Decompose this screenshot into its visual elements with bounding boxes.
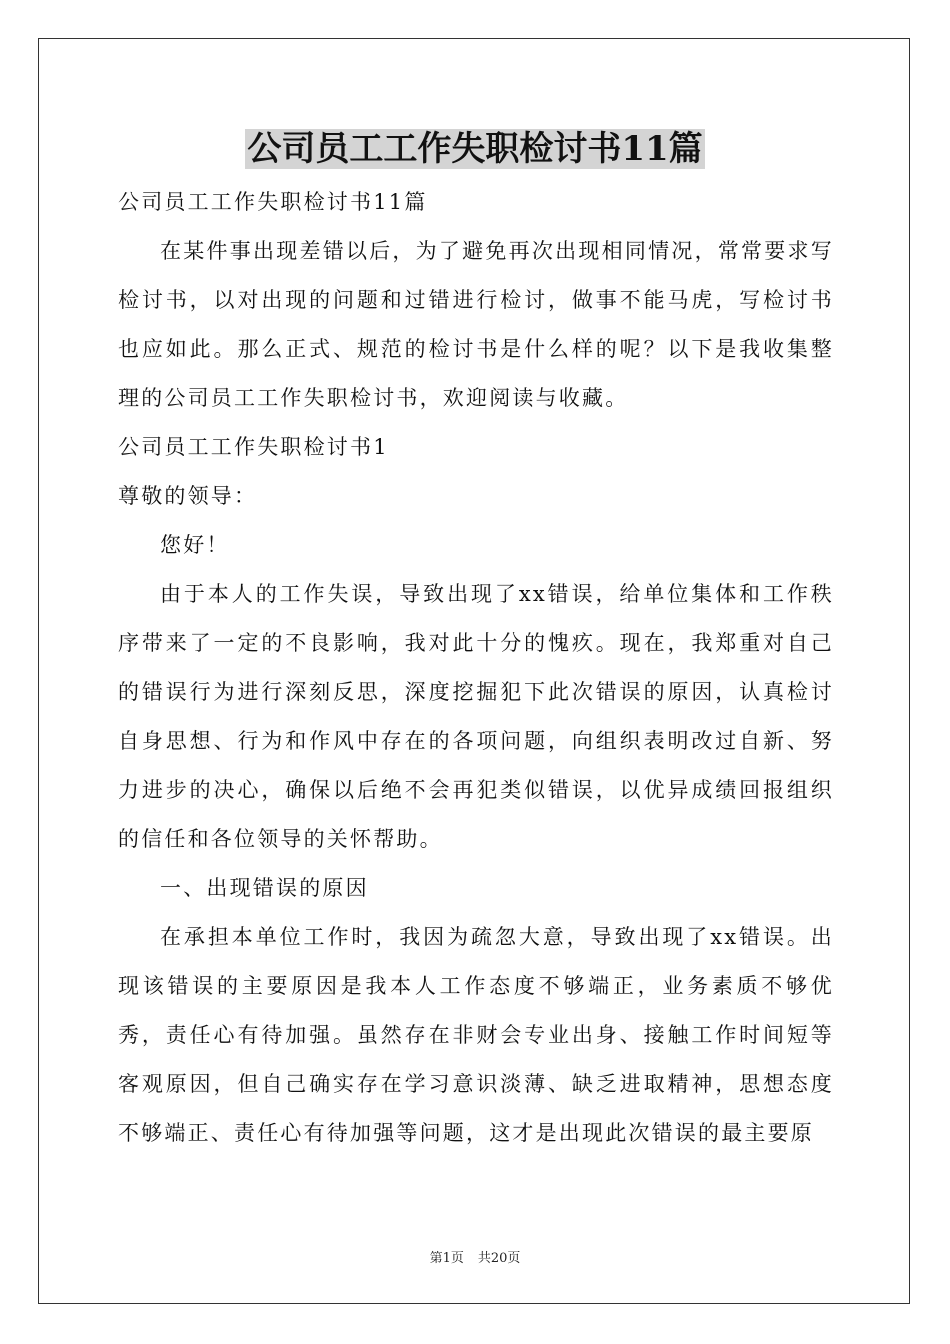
section-heading: 公司员工工作失职检讨书1 bbox=[118, 435, 389, 459]
document-title-text: 公司员工工作失职检讨书11篇 bbox=[247, 129, 703, 169]
document-body bbox=[118, 178, 834, 1158]
paragraph: 由于本人的工作失误，导致出现了xx错误，给单位集体和工作秩序带来了一定的不良影响，我对此十分的愧疚。现在，我郑重对自己的错误行为进行深刻反思，深度挖掘犯下此次错误的原因，认真检讨自身思想、行为和作风中存在的各项问题，向组织表明改过自新、努力进步的决心，确保以后绝不会再犯类似错误，以优异成绩回报组织的信任和各位领导的关怀帮助。 bbox=[118, 582, 834, 851]
subsection-heading: 一、出现错误的原因 bbox=[160, 876, 369, 900]
page-total: 共20页 bbox=[477, 1251, 521, 1266]
paragraph: 公司员工工作失职检讨书11篇 bbox=[118, 190, 428, 214]
paragraph: 在某件事出现差错以后，为了避免再次出现相同情况，常常要求写检讨书，以对出现的问题和过错进行检讨，做事不能马虎，写检讨书也应如此。那么正式、规范的检讨书是什么样的呢？以下是我收集整理的公司员工工作失职检讨书，欢迎阅读与收藏。 bbox=[118, 239, 834, 410]
salutation: 尊敬的领导： bbox=[118, 484, 258, 508]
paragraph: 在承担本单位工作时，我因为疏忽大意，导致出现了xx错误。出现该错误的主要原因是我本人工作态度不够端正，业务素质不够优秀，责任心有待加强。虽然存在非财会专业出身、接触工作时间短等客观原因，但自己确实存在学习意识淡薄、缺乏进取精神，思想态度不够端正、责任心有待加强等问题，这才是出现此次错误的最主要原 bbox=[118, 925, 834, 1145]
greeting: 您好！ bbox=[160, 533, 230, 557]
document-title bbox=[0, 126, 950, 172]
page-number: 第1页 bbox=[429, 1251, 464, 1266]
page-footer bbox=[0, 1247, 950, 1266]
